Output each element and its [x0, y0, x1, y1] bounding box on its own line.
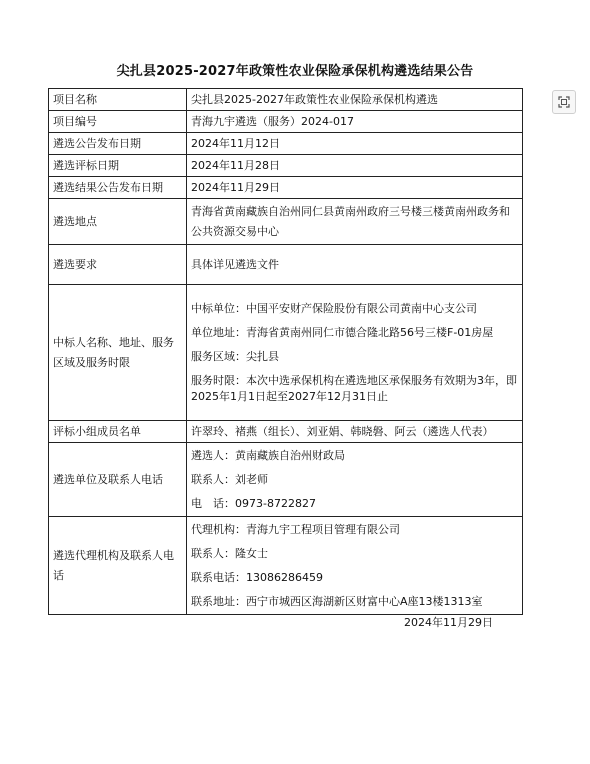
table-row [49, 177, 523, 199]
page-title: 尖扎县2025-2027年政策性农业保险承保机构遴选结果公告 [116, 64, 474, 79]
table-row [49, 155, 523, 177]
table-row [49, 517, 523, 615]
table-row [49, 285, 523, 421]
row-value: 具体详见遴选文件 [187, 245, 523, 285]
row-value: 青海九宇遴选（服务）2024-017 [187, 111, 523, 133]
footer-date: 2024年11月29日 [404, 616, 493, 629]
table-row [49, 443, 523, 517]
scan-icon [558, 93, 570, 112]
row-label: 评标小组成员名单 [49, 421, 187, 443]
row-label: 遴选结果公告发布日期 [49, 177, 187, 199]
row-value: 2024年11月28日 [187, 155, 523, 177]
row-value: 青海省黄南藏族自治州同仁县黄南州政府三号楼三楼黄南州政务和公共资源交易中心 [187, 199, 523, 245]
selector-contact: 联系人：刘老师 [191, 473, 268, 486]
row-label: 中标人名称、地址、服务区域及服务时限 [49, 285, 187, 421]
table-row [49, 199, 523, 245]
scan-button[interactable] [552, 90, 576, 114]
row-value: 许翠玲、褚燕（组长）、刘亚娟、韩晓磐、阿云（遴选人代表） [187, 421, 523, 443]
row-label: 遴选要求 [49, 245, 187, 285]
row-value-list [187, 517, 523, 615]
agency-phone: 联系电话：13086286459 [191, 571, 323, 584]
agency-address: 联系地址：西宁市城西区海湖新区财富中心A座13楼1313室 [191, 595, 483, 608]
row-label: 项目名称 [49, 89, 187, 111]
agency-name: 代理机构：青海九宇工程项目管理有限公司 [191, 523, 400, 536]
winner-name: 中标单位：中国平安财产保险股份有限公司黄南中心支公司 [191, 302, 477, 315]
row-label: 遴选公告发布日期 [49, 133, 187, 155]
row-value-list [187, 285, 523, 421]
table-row [49, 421, 523, 443]
table-row [49, 89, 523, 111]
row-label: 遴选评标日期 [49, 155, 187, 177]
selector-phone: 电 话：0973-8722827 [191, 497, 316, 510]
service-area: 服务区域：尖扎县 [191, 350, 279, 363]
row-value: 2024年11月29日 [187, 177, 523, 199]
row-label: 遴选单位及联系人电话 [49, 443, 187, 517]
table-row [49, 111, 523, 133]
row-value: 尖扎县2025-2027年政策性农业保险承保机构遴选 [187, 89, 523, 111]
table-row [49, 133, 523, 155]
row-label: 遴选地点 [49, 199, 187, 245]
row-label: 项目编号 [49, 111, 187, 133]
table-row [49, 245, 523, 285]
row-value-list [187, 443, 523, 517]
selector-org: 遴选人：黄南藏族自治州财政局 [191, 449, 345, 462]
row-label: 遴选代理机构及联系人电话 [49, 517, 187, 615]
announcement-table [48, 88, 523, 615]
winner-address: 单位地址：青海省黄南州同仁市德合隆北路56号三楼F-01房屋 [191, 326, 494, 339]
agency-contact: 联系人：隆女士 [191, 547, 268, 560]
service-period: 服务时限：本次中选承保机构在遴选地区承保服务有效期为3年，即2025年1月1日起至2027年12月31日止 [191, 374, 517, 403]
row-value: 2024年11月12日 [187, 133, 523, 155]
